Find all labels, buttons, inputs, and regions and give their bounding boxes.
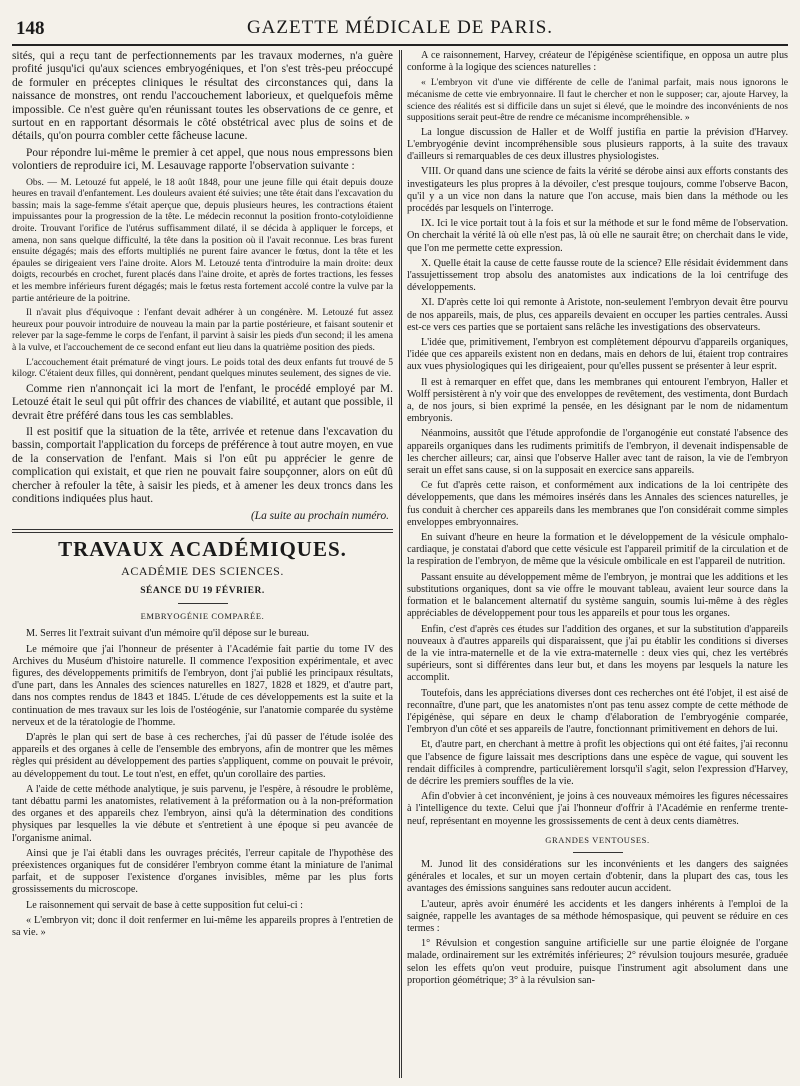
- paragraph: Le raisonnement qui servait de base à cette supposition fut celui-ci :: [26, 899, 303, 911]
- paragraph: VIII. Or quand dans une science de faits la vérité se dérobe ainsi aux efforts constants des investigateurs les plus propres à la dévoiler, c'est presque toujours, comme l'observe Bacon, qu'il y a un vice non dans la nature que l'on accuse, mais bien dans la méthode ou les procédés par lesquels on l'interroge.: [407, 166, 788, 214]
- right-column: [407, 50, 788, 1078]
- section-title: TRAVAUX ACADÉMIQUES.: [58, 536, 347, 561]
- column-rule: [399, 50, 400, 1078]
- paragraph: Toutefois, dans les appréciations diverses dont ces recherches ont été l'objet, il est aisé de reconnaître, d'une part, que les anatomistes n'ont pas tenu assez compte de cette méthode de l'épigénèse, qui sépare en deux le champ d'élaboration de l'embryogénie comparée, l'embryon d'un côté et ses appareils de l'autre, fonctionnant primitivement en dehors de lui.: [407, 687, 788, 736]
- paragraph: A l'aide de cette méthode analytique, je suis parvenu, je l'espère, à résoudre le problème, tant débattu parmi les anatomistes, relativement à la préformation ou à la non-préformation des organes et des appareils chez l'embryon, ainsi qu'à la détermination des conditions physiques par lesquelles la vie débute et s'entretient à une époque si peu avancée de l'organisme animal.: [12, 783, 393, 844]
- paragraph: Enfin, c'est d'après ces études sur l'addition des organes, et sur la substitution d'appareils nouveaux à d'autres appareils qui disparaissent, que j'ai pu établir les conditions si diverses de la vie intra-maternelle et de la vie extra-maternelle : deux vies qui, chez les vertébrés supérieurs, sont si différentes dans leur but, et dans les moyens par lesquels la nature les accomplit.: [407, 623, 788, 684]
- paragraph: X. Quelle était la cause de cette fausse route de la science? Elle résidait évidemment dans l'assujettissement trop absolu des anatomistes aux indications de la loi centrifuge des développements.: [407, 257, 788, 294]
- topic-heading: GRANDES VENTOUSES.: [545, 834, 650, 845]
- left-column: [12, 50, 393, 1078]
- paragraph: M. Junod lit des considérations sur les inconvénients et les dangers des saignées générales et locales, et sur un moyen certain d'obtenir, dans la plupart des cas, tous les avantages des émissions sanguines sans redouter aucun accident.: [407, 858, 788, 895]
- continuation-note: (La suite au prochain numéro.: [250, 510, 389, 523]
- quote-paragraph: « L'embryon vit d'une vie différente de celle de l'animal parfait, mais nous ignorons le mécanisme de cette vie embryonnaire. Il faut le chercher et non le supposer; car, ajoute Harvey, la science des réalités est si difficile dans un sujet si élevé, que le moindre des inconvénients de nos suppositions serait peut-être de rendre ce mécanisme incompréhensible. »: [407, 77, 788, 124]
- paragraph: sités, qui a reçu tant de perfectionnements par les travaux modernes, n'a guère profité jusqu'ici qu'aux sciences embryogéniques, et l'on s'est très-peu préoccupé de formuler en préceptes cliniques le résultat des circonstances qui, dans la naissance de monstres, ont rendu l'accouchement laborieux, et quelquefois même impossible. Ce n'est guère qu'en réunissant toutes les observations de ce genre, et surtout en en rapportant désormais le côté obstétrical avec plus de soins et de détails, qu'on pourra combler cette fâcheuse lacune.: [12, 50, 393, 143]
- topic-rule: [178, 603, 228, 604]
- observation-paragraph: Obs. — M. Letouzé fut appelé, le 18 août 1848, pour une jeune fille qui était depuis douze heures en travail d'enfantement. Les douleurs avaient été suivies; une tête était dans l'excavation du bassin; mais la sage-femme s'était aperçue que, depuis plusieurs heures, les contractions étaient impuissantes pour la progression de la tête. Le médecin reconnut la position fronto-cotyloïdienne droite. Trouvant l'orifice de l'utérus suffisamment dilaté, il se décida à appliquer le forceps, et amena, non sans quelque difficulté, la tête dans la position où il l'avait reconnue. Les bras furent ensuite dégagés; mais des efforts multipliés ne purent faire avancer le fœtus, dont la tête et les épaules se dirigeaient vers l'aine droite. Alors M. Letouzé tenta d'introduire la main droite: deux doigts, recourbés en crochet, furent placés dans l'aine droite, et après de fortes tractions, les fesses et les membre inférieurs furent dégagés; mais le fœtus resta fortement accolé contre la vulve par la partie antérieure de la poitrine.: [12, 176, 393, 304]
- topic-rule: [573, 852, 623, 853]
- paragraph: Néanmoins, aussitôt que l'étude approfondie de l'organogénie eut constaté l'absence des appareils organiques dans les rudiments primitifs de l'embryon, il devenait indispensable de les chercher ailleurs; car, ainsi que l'observe Haller avec tant de raison, la vie de l'embryon serait un effet sans cause, si on la supposait en exercice sans appareils.: [407, 428, 788, 477]
- paragraph: IX. Ici le vice portait tout à la fois et sur la méthode et sur le fond même de l'observation. On cherchait la vérité là où elle n'est pas, là où elle ne saurait être; on cherchait dans le vide, que l'on me permette cette expression.: [407, 218, 788, 254]
- paragraph: Le mémoire que j'ai l'honneur de présenter à l'Académie fait partie du tome IV des Archives du Muséum d'histoire naturelle. Il commence l'exposition expérimentale, et avec figures, des développements primitifs de l'embryon, dont j'ai publié les principaux résultats, d'une part, dans les Annales des sciences naturelles en 1827, 1828 et 1829, et d'autre part, dans nos comptes rendus de 1843 et 1845. L'étude de ces développements est la suite et la continuation de mes travaux sur les lois de l'ostéogénie, sur l'anatomie comparée du système nerveux et de la tératologie de l'homme.: [12, 643, 393, 728]
- paragraph: Passant ensuite au développement même de l'embryon, je montrai que les additions et les substitutions organiques, dont sa vie offre le mouvant tableau, avaient leur source dans la formation et le balancement alternatif du système sanguin, soumis lui-même à des règles appréciables de développement pour tous les appareils et pour tous les organes.: [407, 571, 788, 620]
- section-separator: [12, 529, 393, 533]
- column-rule-inner: [401, 50, 402, 1078]
- session-date: SÉANCE DU 19 FÉVRIER.: [140, 586, 265, 597]
- paragraph: En suivant d'heure en heure la formation et le développement de la vésicule omphalo-cardiaque, je constatai d'abord que cette vésicule est l'appareil primitif de la circulation et de la respiration de l'embryon, de même que la vésicule ombilicale en est l'appareil de nutrition.: [407, 532, 788, 568]
- paragraph: Il est à remarquer en effet que, dans les membranes qui entourent l'embryon, Haller et Wolff persistèrent à n'y voir que des enveloppes de revêtement, des vestimenta, dont Burdach a, de nos jours, si bien exprimé la pensée, en les désignant par le nom de nidamentum embryonis.: [407, 376, 788, 425]
- paragraph: Et, d'autre part, en cherchant à mettre à profit les objections qui ont été faites, j'ai reconnu que l'absence de figure laissait mes descriptions dans une espèce de vague, qui souvent les rendait difficiles à comprendre, particulièrement lorsqu'il s'agit, selon l'expression d'Harvey, de décrire les premiers souffles de la vie.: [407, 739, 788, 787]
- paragraph: M. Serres lit l'extrait suivant d'un mémoire qu'il dépose sur le bureau.: [26, 628, 310, 640]
- observation-paragraph: L'accouchement était prématuré de vingt jours. Le poids total des deux enfants fut trouvé de 5 kilogr. C'étaient deux filles, qui donnèrent, pendant quelques minutes seulement, des signes de vie.: [12, 356, 393, 380]
- paragraph: « L'embryon vit; donc il doit renfermer en lui-même les appareils propres à l'entretien de sa vie. »: [12, 914, 393, 939]
- paragraph: Comme rien n'annonçait ici la mort de l'enfant, le procédé employé par M. Letouzé était le seul qui pût offrir des chances de viabilité, et autant que possible, il devrait être préféré dans tous les cas semblables.: [12, 382, 393, 422]
- paragraph: Ainsi que je l'ai établi dans les ouvrages précités, l'erreur capitale de l'hypothèse des préexistences organiques fut de considérer l'embryon comme étant la miniature de l'animal parfait, et de supposer l'existence d'organes invisibles, même par les plus forts grossissements du microscope.: [12, 847, 393, 896]
- observation-paragraph: Il n'avait plus d'équivoque : l'enfant devait adhérer à un congénère. M. Letouzé fut assez heureux pour pouvoir introduire de nouveau la main par la partie postérieure, et faisant soutenir et relever par la sage-femme le corps de l'enfant, il parvint à saisir les pieds d'un second; il les amena à la vulve, et l'accouchement de ce second enfant eut lieu dans la quatrième position des pieds.: [12, 307, 393, 353]
- paragraph: Pour répondre lui-même le premier à cet appel, que nous nous empressons bien volontiers de reproduire ici, M. Lesauvage rapporte l'observation suivante :: [12, 146, 393, 173]
- paragraph: Il est positif que la situation de la tête, arrivée et retenue dans l'excavation du bassin, comportait l'application du forceps de préférence à tout autre moyen, en vue de la conservation de l'enfant. Mais si l'on eût pu apprécier le genre de complication qui existait, et que rien ne pouvait faire soupçonner, alors on eût dû chercher à refouler la tête, à saisir les pieds, et à amener les deux troncs dans les conditions indiquées plus haut.: [12, 425, 393, 505]
- paragraph: 1° Révulsion et congestion sanguine artificielle sur une partie éloignée de l'organe malade, ordinairement sur les extrémités inférieures; 2° révulsion toujours mesurée, graduée selon les effets qu'on veut produire, puisque l'instrument agit absolument dans une proportion géométrique; 3° à la révulsion san-: [407, 938, 788, 986]
- paragraph: L'idée que, primitivement, l'embryon est complètement dépourvu d'appareils organiques, l'idée que ces appareils existent non en dedans, mais en dehors de lui, étaient trop contraires aux vues physiologiques qui les dirigeaient, pour qu'elles pussent se présenter à leur esprit.: [407, 337, 788, 373]
- paragraph: D'après le plan qui sert de base à ces recherches, j'ai dû passer de l'étude isolée des appareils et des organes à celle de l'ensemble des embryons, afin de montrer que les mêmes règles qui président au développement des parties s'appliquent, comme on pouvait le prévoir, au développement du tout. Le tout n'est, en effet, qu'un corollaire des parties.: [12, 732, 393, 780]
- paragraph: La longue discussion de Haller et de Wolff justifia en partie la prévision d'Harvey. L'embryogénie devint incompréhensible sous plusieurs rapports, à la suite des travaux d'ailleurs si remarquables de ces deux illustres physiologistes.: [407, 126, 788, 163]
- academy-title: ACADÉMIE DES SCIENCES.: [121, 563, 284, 578]
- page-header: [12, 14, 788, 46]
- paragraph: Ce fut d'après cette raison, et conformément aux indications de la loi centripète des développements, que dans les mémoires insérés dans les Annales des sciences naturelles, je fus conduit à chercher ces appareils dans les membranes que l'on considérait comme simples enveloppes embryonnaires.: [407, 480, 788, 528]
- topic-heading: EMBRYOGÉNIE COMPARÉE.: [140, 611, 265, 622]
- paragraph: L'auteur, après avoir énuméré les accidents et les dangers inhérents à l'emploi de la saignée, rappelle les avantages de sa méthode hémospasique, qui peuvent se réduire en ces termes :: [407, 898, 788, 934]
- paragraph: XI. D'après cette loi qui remonte à Aristote, non-seulement l'embryon devait être pourvu de nos appareils, mais, de plus, ces appareils devaient en occuper les parties centrales. Aussi est-ce vers ces parties que se portaient sans relâche les investigations des observateurs.: [407, 297, 788, 333]
- paragraph: A ce raisonnement, Harvey, créateur de l'épigénèse scientifique, en opposa un autre plus conforme à la logique des sciences naturelles :: [407, 50, 788, 74]
- journal-title: GAZETTE MÉDICALE DE PARIS.: [246, 17, 554, 38]
- paragraph: Afin d'obvier à cet inconvénient, je joins à ces nouveaux mémoires les figures nécessaires à l'intelligence du texte. Celui que j'ai l'honneur d'offrir à l'Académie en renferme trente-neuf, représentant en moyenne les grossissements de cent à deux cents diamètres.: [407, 791, 788, 827]
- page-number: 148: [16, 18, 45, 39]
